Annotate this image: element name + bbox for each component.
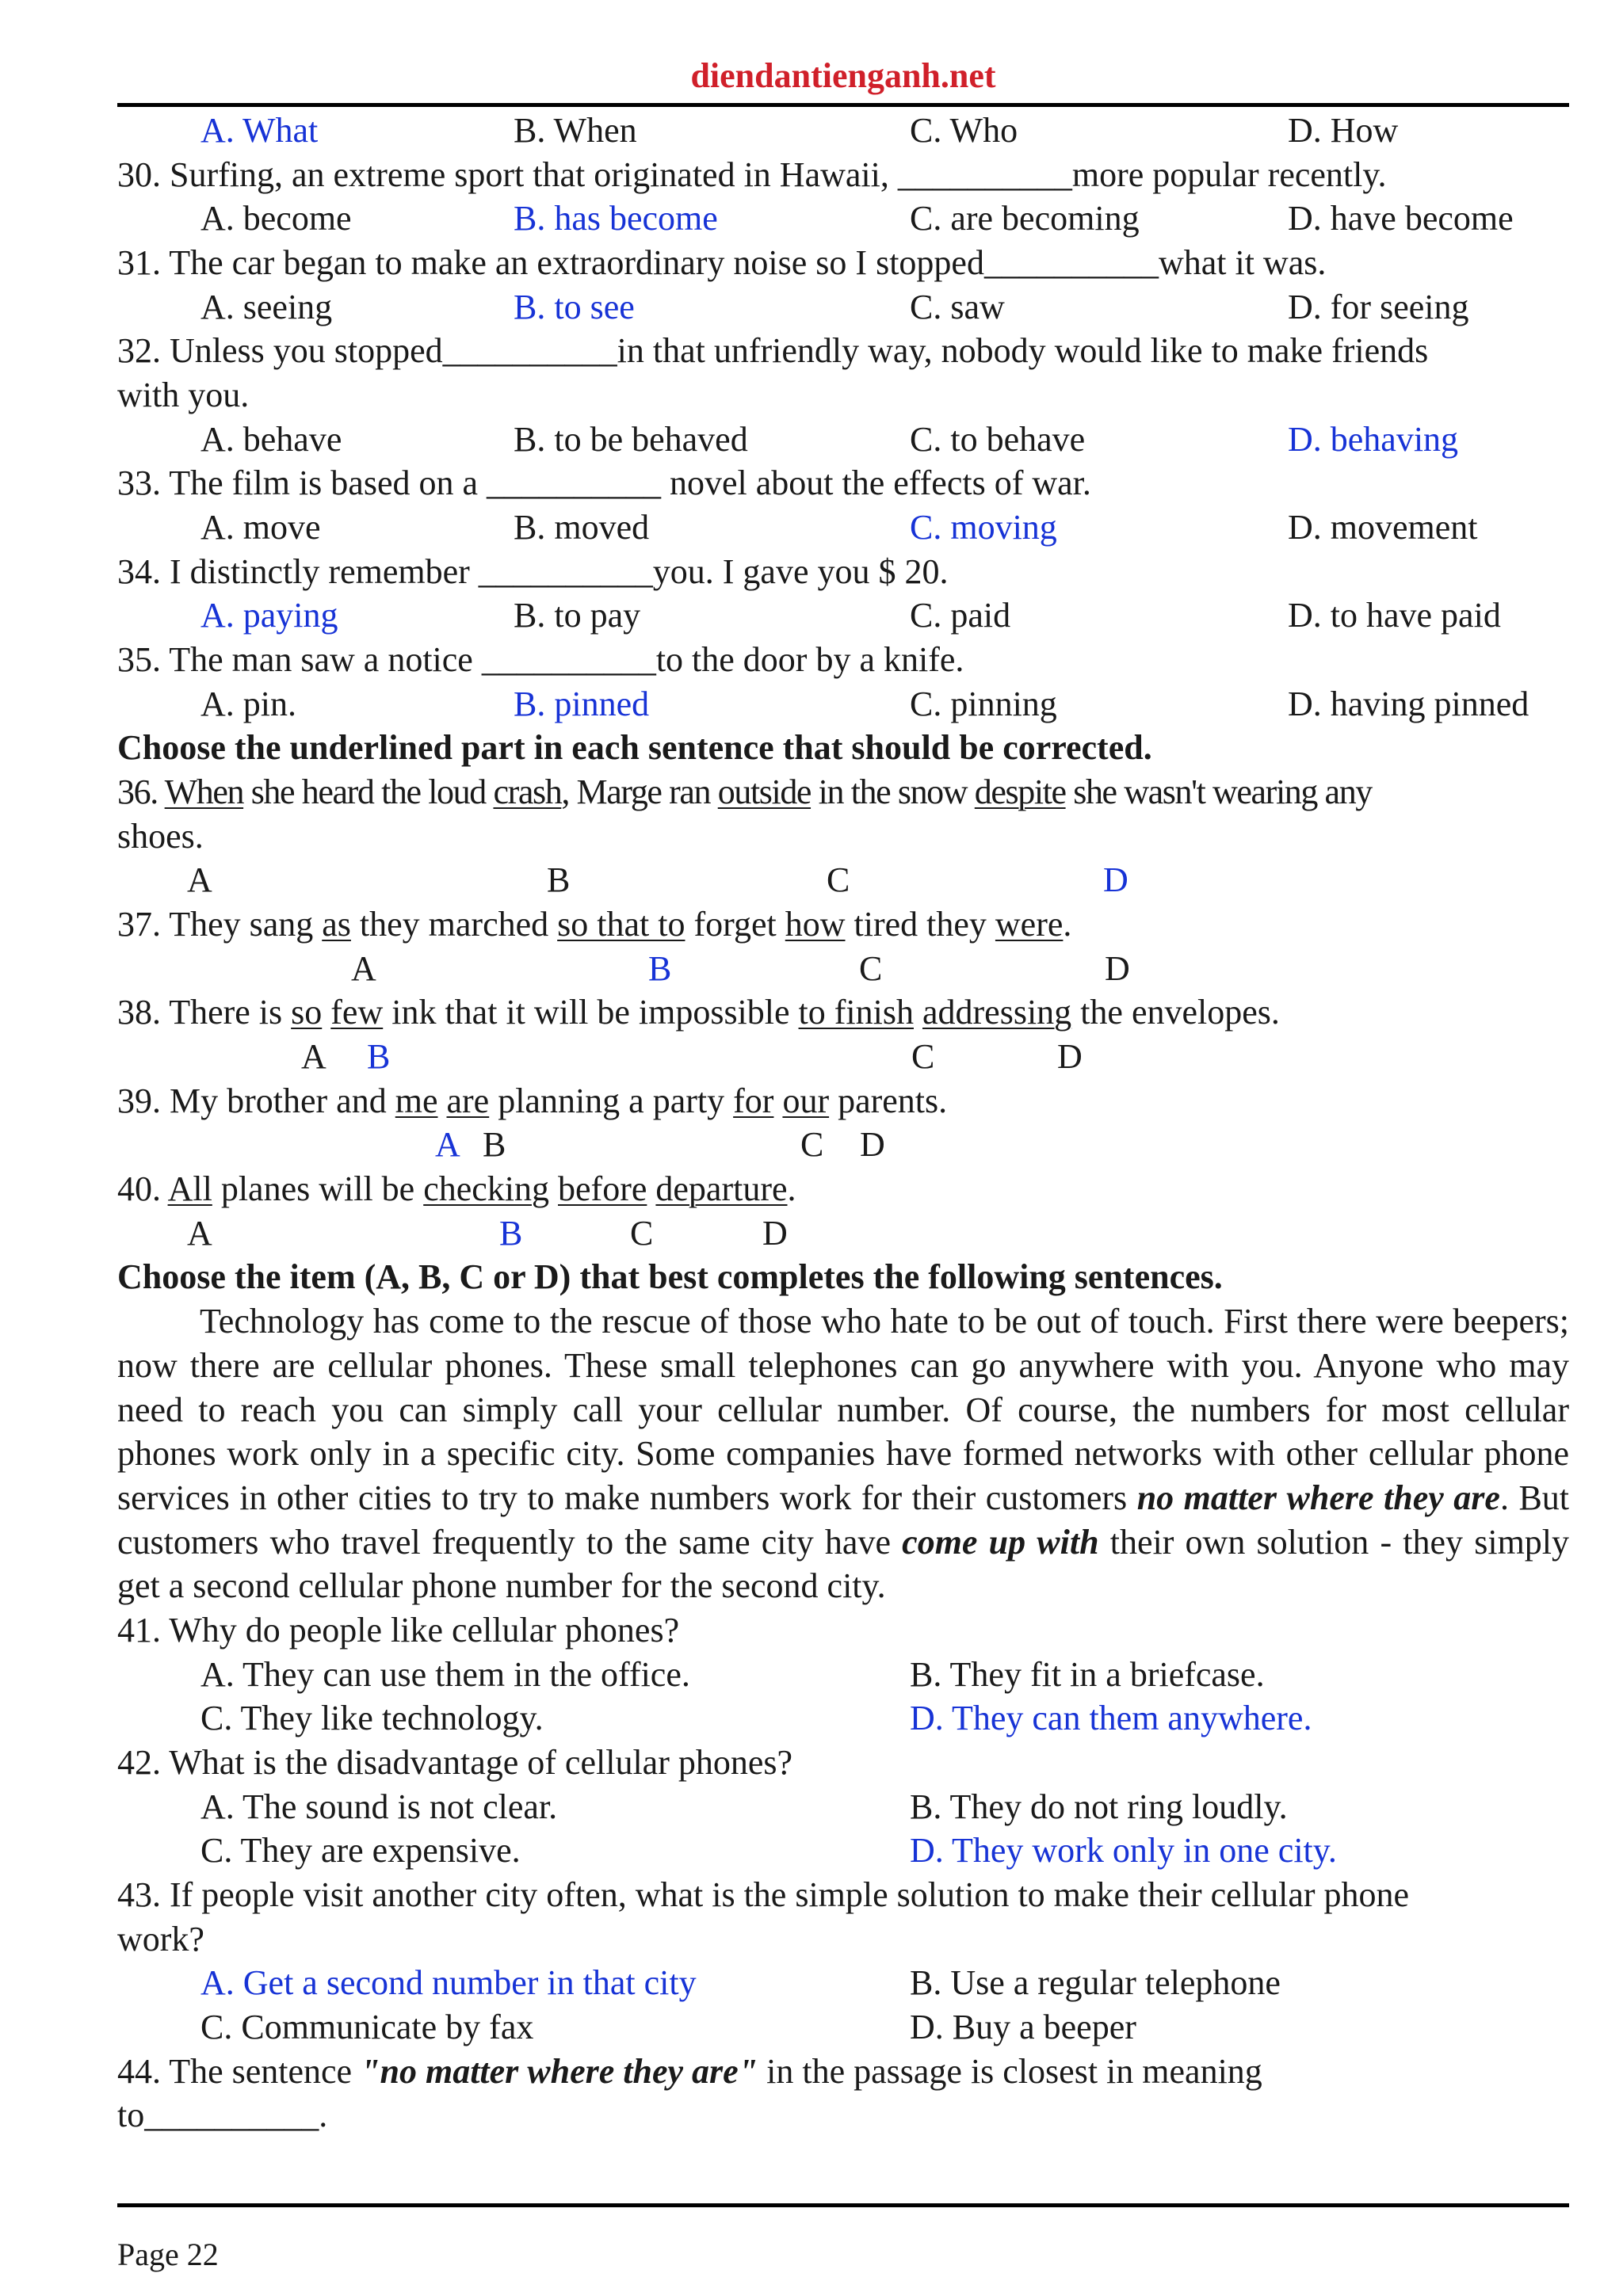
option-a: A. The sound is not clear. [200, 1787, 558, 1826]
option-c-answer: C. moving [910, 508, 1057, 547]
underlined-part: crash [493, 772, 562, 812]
option-c: C. Who [910, 111, 1018, 150]
option-c: C. pinning [910, 684, 1057, 723]
question-text: to__________. [117, 2096, 328, 2135]
letter-row [0, 1211, 1623, 1256]
option-d-answer: D. behaving [1288, 419, 1459, 459]
options-row [0, 196, 1623, 241]
options-row [0, 418, 1623, 462]
letter-a: A [301, 1037, 327, 1077]
question-text: 31. The car began to make an extraordinary noise so I stopped__________what it was. [117, 243, 1327, 283]
question-37 [0, 902, 1623, 947]
underlined-part: how [785, 905, 846, 944]
letter-c: C [827, 860, 850, 900]
underlined-part: addressing [922, 993, 1072, 1032]
option-b: B. They do not ring loudly. [910, 1787, 1288, 1826]
letter-row [0, 1123, 1623, 1167]
letter-c: C [911, 1037, 935, 1077]
options-row [0, 285, 1623, 330]
underlined-part: as [322, 905, 351, 944]
emphasis-phrase: come up with [902, 1522, 1099, 1562]
letter-a: A [351, 948, 376, 988]
letter-b-answer: B [367, 1037, 391, 1077]
question-32 [0, 329, 1623, 373]
letter-row [0, 947, 1623, 991]
question-44-cont [0, 2093, 1623, 2138]
question-43-cont [0, 1917, 1623, 1962]
question-36-cont [0, 814, 1623, 859]
option-d: D. Buy a beeper [910, 2008, 1136, 2047]
question-43 [0, 1873, 1623, 1917]
underlined-part: outside [717, 772, 812, 812]
option-d-answer: D. They can them anywhere. [910, 1699, 1312, 1738]
option-b-answer: B. pinned [514, 684, 650, 723]
letter-d: D [1105, 948, 1130, 988]
option-c: C. paid [910, 596, 1011, 635]
underlined-part: few [330, 993, 384, 1032]
question-41 [0, 1608, 1623, 1653]
question-text: 36. When she heard the loud crash, Marge ran outside in the snow despite she wasn't wearing any [117, 772, 1372, 812]
question-39 [0, 1079, 1623, 1123]
option-a-answer: A. What [200, 111, 319, 150]
options-row [0, 1785, 1623, 1829]
option-a: A. move [200, 508, 321, 547]
question-text: 32. Unless you stopped__________in that unfriendly way, nobody would like to make friends [117, 331, 1429, 371]
options-row [0, 505, 1623, 550]
option-c: C. They are expensive. [200, 1831, 521, 1871]
site-header: diendantienganh.net [690, 56, 996, 95]
section-title: Choose the item (A, B, C or D) that best completes the following sentences. [117, 1257, 1223, 1297]
underlined-part: before [558, 1169, 647, 1209]
question-text: 44. The sentence "no matter where they are" in the passage is closest in meaning [117, 2051, 1262, 2091]
options-row [0, 1696, 1623, 1741]
question-34 [0, 550, 1623, 594]
option-d-answer: D. They work only in one city. [910, 1831, 1337, 1871]
letter-d-answer: D [1103, 860, 1128, 900]
underlined-part: checking [423, 1169, 550, 1209]
question-text: 30. Surfing, an extreme sport that originated in Hawaii, __________more popular recently. [117, 154, 1387, 194]
question-text: 34. I distinctly remember __________you. I gave you $ 20. [117, 551, 949, 591]
letter-b: B [483, 1125, 506, 1165]
question-text: 42. What is the disadvantage of cellular phones? [117, 1743, 793, 1783]
underlined-part: so [291, 993, 323, 1032]
letter-b-answer: B [648, 948, 672, 988]
question-38 [0, 990, 1623, 1035]
question-40 [0, 1167, 1623, 1211]
section-title: Choose the underlined part in each sentence that should be corrected. [117, 728, 1152, 768]
option-c: C. They like technology. [200, 1699, 544, 1738]
underlined-part: to finish [798, 993, 914, 1032]
option-d: D. having pinned [1288, 684, 1529, 723]
question-text: with you. [117, 376, 250, 415]
question-36 [0, 770, 1623, 814]
options-row [0, 682, 1623, 727]
options-row [0, 1961, 1623, 2005]
option-a: A. behave [200, 419, 342, 459]
letter-row [0, 1035, 1623, 1079]
option-d: D. movement [1288, 508, 1478, 547]
option-b: B. moved [514, 508, 650, 547]
letter-a-answer: A [435, 1125, 460, 1165]
question-text: 33. The film is based on a __________ novel about the effects of war. [117, 463, 1091, 503]
underlined-part: despite [974, 772, 1066, 812]
page-number: Page 22 [117, 2237, 219, 2272]
letter-row [0, 858, 1623, 902]
section-heading [0, 726, 1623, 770]
question-text: work? [117, 1919, 204, 1958]
question-text: 38. There is so few ink that it will be impossible to finish addressing the envelopes. [117, 993, 1280, 1032]
emphasis-phrase: no matter where they are [1136, 1478, 1500, 1517]
option-b: B. They fit in a briefcase. [910, 1654, 1265, 1694]
option-a: A. They can use them in the office. [200, 1654, 690, 1694]
question-42 [0, 1741, 1623, 1785]
underlined-part: me [395, 1081, 438, 1120]
question-text: 40. All planes will be checking before departure. [117, 1169, 796, 1209]
quoted-phrase: "no matter where they are" [361, 2051, 758, 2091]
options-row [0, 1829, 1623, 1873]
question-35 [0, 638, 1623, 682]
underlined-part: our [782, 1081, 830, 1120]
underlined-part: are [446, 1081, 490, 1120]
option-b: B. Use a regular telephone [910, 1963, 1281, 2003]
option-b: B. to be behaved [514, 419, 748, 459]
question-text: shoes. [117, 816, 204, 856]
options-row [0, 593, 1623, 638]
letter-c: C [859, 948, 883, 988]
question-44 [0, 2050, 1623, 2094]
question-33 [0, 461, 1623, 505]
document-body [0, 109, 1623, 2138]
underlined-part: All [167, 1169, 212, 1209]
option-d: D. to have paid [1288, 596, 1501, 635]
option-b: B. to pay [514, 596, 641, 635]
option-b: B. When [514, 111, 637, 150]
option-a-answer: A. paying [200, 596, 338, 635]
underlined-part: were [995, 905, 1064, 944]
option-d: D. How [1288, 111, 1399, 150]
option-d: D. have become [1288, 199, 1514, 238]
underlined-part: When [164, 772, 244, 812]
question-32-cont [0, 373, 1623, 418]
option-b-answer: B. to see [514, 287, 635, 326]
option-b-answer: B. has become [514, 199, 718, 238]
letter-c: C [800, 1125, 824, 1165]
letter-a: A [187, 1213, 212, 1253]
underlined-part: departure [655, 1169, 788, 1209]
option-a: A. seeing [200, 287, 333, 326]
options-row [0, 109, 1623, 153]
letter-d: D [860, 1125, 885, 1165]
option-c: C. Communicate by fax [200, 2008, 534, 2047]
question-text: 43. If people visit another city often, what is the simple solution to make their cellular phone [117, 1875, 1410, 1915]
question-text: 35. The man saw a notice __________to the door by a knife. [117, 640, 964, 680]
option-c: C. saw [910, 287, 1005, 326]
option-c: C. are becoming [910, 199, 1140, 238]
letter-d: D [762, 1213, 788, 1253]
option-c: C. to behave [910, 419, 1086, 459]
question-30 [0, 153, 1623, 197]
options-row [0, 1653, 1623, 1697]
section-heading [0, 1255, 1623, 1299]
footer-rule [117, 2203, 1569, 2207]
options-row [0, 2005, 1623, 2050]
option-a-answer: A. Get a second number in that city [200, 1963, 697, 2003]
letter-d: D [1057, 1037, 1083, 1077]
question-31 [0, 241, 1623, 285]
underlined-part: so that to [557, 905, 685, 944]
letter-b: B [547, 860, 571, 900]
question-text: 41. Why do people like cellular phones? [117, 1611, 680, 1650]
underlined-part: for [733, 1081, 774, 1120]
question-text: 39. My brother and me are planning a party for our parents. [117, 1081, 948, 1120]
letter-a: A [187, 860, 212, 900]
reading-passage: Technology has come to the rescue of those who hate to be out of touch. First there were beepers; now there are cellular phones. These small telephones can go anywhere with you. Anyone who may need to reach you can simply call your cellular number. Of course, the numbers for most cellular phones work only in a specific city. Some companies have formed networks with other cellular phone services in other cities to try to make numbers work for their customers no matter where they are. But customers who travel frequently to the same city have come up with their own solution - they simply get a second cellular phone number for the second city. [117, 1302, 1570, 1606]
option-a: A. become [200, 199, 352, 238]
question-text: 37. They sang as they marched so that to forget how tired they were. [117, 905, 1072, 944]
option-a: A. pin. [200, 684, 296, 723]
letter-c: C [630, 1213, 654, 1253]
option-d: D. for seeing [1288, 287, 1469, 326]
letter-b-answer: B [499, 1213, 523, 1253]
header-rule [117, 103, 1569, 107]
